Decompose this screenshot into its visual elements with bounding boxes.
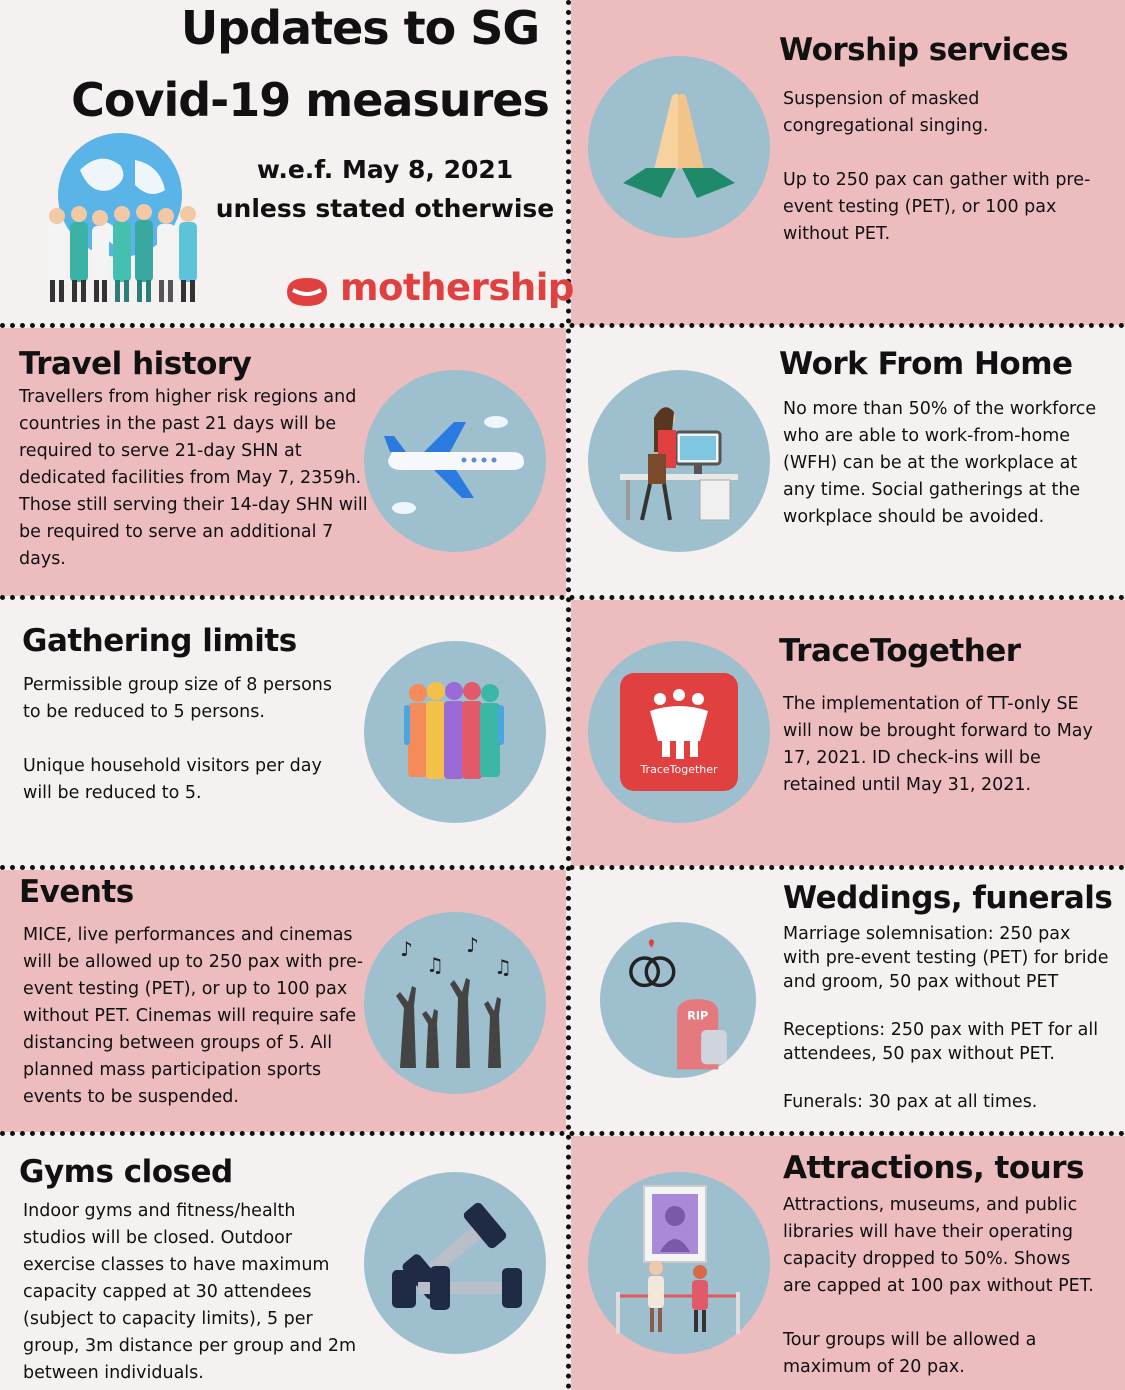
globe-healthcare-workers-icon bbox=[40, 130, 210, 310]
wfh-circle bbox=[588, 370, 770, 552]
title-line-1: Updates to SG bbox=[180, 1, 540, 55]
events-heading: Events bbox=[19, 874, 134, 910]
travel-paragraph: Travellers from higher risk regions and countries in the past 21 days will be required to serve 21-day SHN at dedicated facilities from May 7, 2359h. Those still serving their 14-day SHN will be required to serve an additional 7 days. bbox=[19, 387, 368, 569]
worship-circle bbox=[588, 56, 770, 238]
gathering-text bbox=[23, 672, 343, 807]
wfh-heading: Work From Home bbox=[779, 346, 1073, 382]
travel-text bbox=[19, 384, 369, 573]
weddings-text bbox=[783, 922, 1113, 1114]
condition-line: unless stated otherwise bbox=[215, 194, 555, 223]
events-text bbox=[23, 922, 378, 1111]
attractions-paragraph: Tour groups will be allowed a maximum of 20 pax. bbox=[783, 1330, 1037, 1377]
gyms-circle bbox=[364, 1172, 546, 1354]
concert-crowd-icon bbox=[364, 912, 546, 1094]
gyms-text bbox=[23, 1198, 363, 1387]
brand-name: mothership bbox=[340, 266, 574, 309]
gyms-heading: Gyms closed bbox=[19, 1154, 233, 1190]
svg-text:♪: ♪ bbox=[466, 933, 479, 957]
date-line: w.e.f. May 8, 2021 bbox=[256, 155, 514, 184]
divider bbox=[0, 1131, 1125, 1136]
wfh-text bbox=[783, 396, 1103, 531]
worship-paragraph: Up to 250 pax can gather with pre-event testing (PET), or 100 pax without PET. bbox=[783, 170, 1091, 244]
weddings-heading: Weddings, funerals bbox=[783, 880, 1113, 916]
tombstone-label: RIP bbox=[687, 1009, 709, 1023]
svg-text:♪: ♪ bbox=[400, 937, 413, 961]
wfh-paragraph: No more than 50% of the workforce who are able to work-from-home (WFH) can be at the workplace at any time. Social gatherings at the workplace should be avoided. bbox=[783, 399, 1097, 527]
divider bbox=[0, 865, 1125, 870]
praying-hands-icon bbox=[588, 56, 770, 238]
travel-circle bbox=[364, 370, 546, 552]
effective-date bbox=[210, 150, 560, 228]
attractions-text bbox=[783, 1192, 1103, 1381]
attractions-paragraph: Attractions, museums, and public libraries will have their operating capacity dropped to 50%. Shows are capped at 100 pax without PET. bbox=[783, 1195, 1094, 1296]
divider bbox=[0, 323, 1125, 328]
divider bbox=[0, 595, 1125, 600]
dumbbells-icon bbox=[364, 1172, 546, 1354]
travel-heading: Travel history bbox=[19, 346, 252, 382]
weddings-circle bbox=[600, 922, 756, 1078]
tracetogether-paragraph: The implementation of TT-only SE will now be brought forward to May 17, 2021. ID check-ins will be retained until May 31, 2021. bbox=[783, 694, 1093, 795]
events-circle bbox=[364, 912, 546, 1094]
gathering-heading: Gathering limits bbox=[22, 623, 297, 659]
group-of-people-icon bbox=[364, 641, 546, 823]
mothership-logo-icon bbox=[283, 274, 331, 310]
work-from-home-desk-icon bbox=[588, 370, 770, 552]
tracetogether-app-icon bbox=[588, 641, 770, 823]
airplane-icon bbox=[364, 370, 546, 552]
gathering-paragraph: Unique household visitors per day will be reduced to 5. bbox=[23, 756, 322, 803]
attractions-heading: Attractions, tours bbox=[783, 1150, 1084, 1186]
worship-text bbox=[783, 86, 1103, 248]
tracetogether-app-label: TraceTogether bbox=[640, 763, 718, 776]
page-title bbox=[60, 0, 560, 136]
gyms-paragraph: Indoor gyms and fitness/health studios will be closed. Outdoor exercise classes to have maximum capacity capped at 30 attendees (subject to capacity limits), 5 per group, 3m distance per group and 2m between individuals. bbox=[23, 1201, 357, 1383]
weddings-paragraph: Funerals: 30 pax at all times. bbox=[783, 1092, 1038, 1112]
vertical-divider bbox=[566, 0, 571, 1390]
weddings-paragraph: Receptions: 250 pax with PET for all attendees, 50 pax without PET. bbox=[783, 1020, 1099, 1064]
museum-painting-icon bbox=[588, 1172, 770, 1354]
tracetogether-heading: TraceTogether bbox=[779, 633, 1021, 669]
worship-paragraph: Suspension of masked congregational singing. bbox=[783, 89, 989, 136]
attractions-circle bbox=[588, 1172, 770, 1354]
events-paragraph: MICE, live performances and cinemas will be allowed up to 250 pax with pre-event testing (PET), or up to 100 pax without PET. Cinemas will require safe distancing between groups of 5. All planned mass participation sports events to be suspended. bbox=[23, 925, 364, 1107]
gathering-circle bbox=[364, 641, 546, 823]
rings-and-tombstone-icon bbox=[600, 922, 756, 1078]
tracetogether-text bbox=[783, 691, 1103, 799]
svg-text:♫: ♫ bbox=[426, 953, 444, 977]
tracetogether-circle bbox=[588, 641, 770, 823]
worship-heading: Worship services bbox=[779, 32, 1069, 68]
gathering-paragraph: Permissible group size of 8 persons to be reduced to 5 persons. bbox=[23, 675, 333, 722]
svg-text:♫: ♫ bbox=[494, 955, 512, 979]
weddings-paragraph: Marriage solemnisation: 250 pax with pre-event testing (PET) for bride and groom, 50 pax without PET bbox=[783, 924, 1109, 992]
title-line-2: Covid-19 measures bbox=[71, 73, 549, 127]
